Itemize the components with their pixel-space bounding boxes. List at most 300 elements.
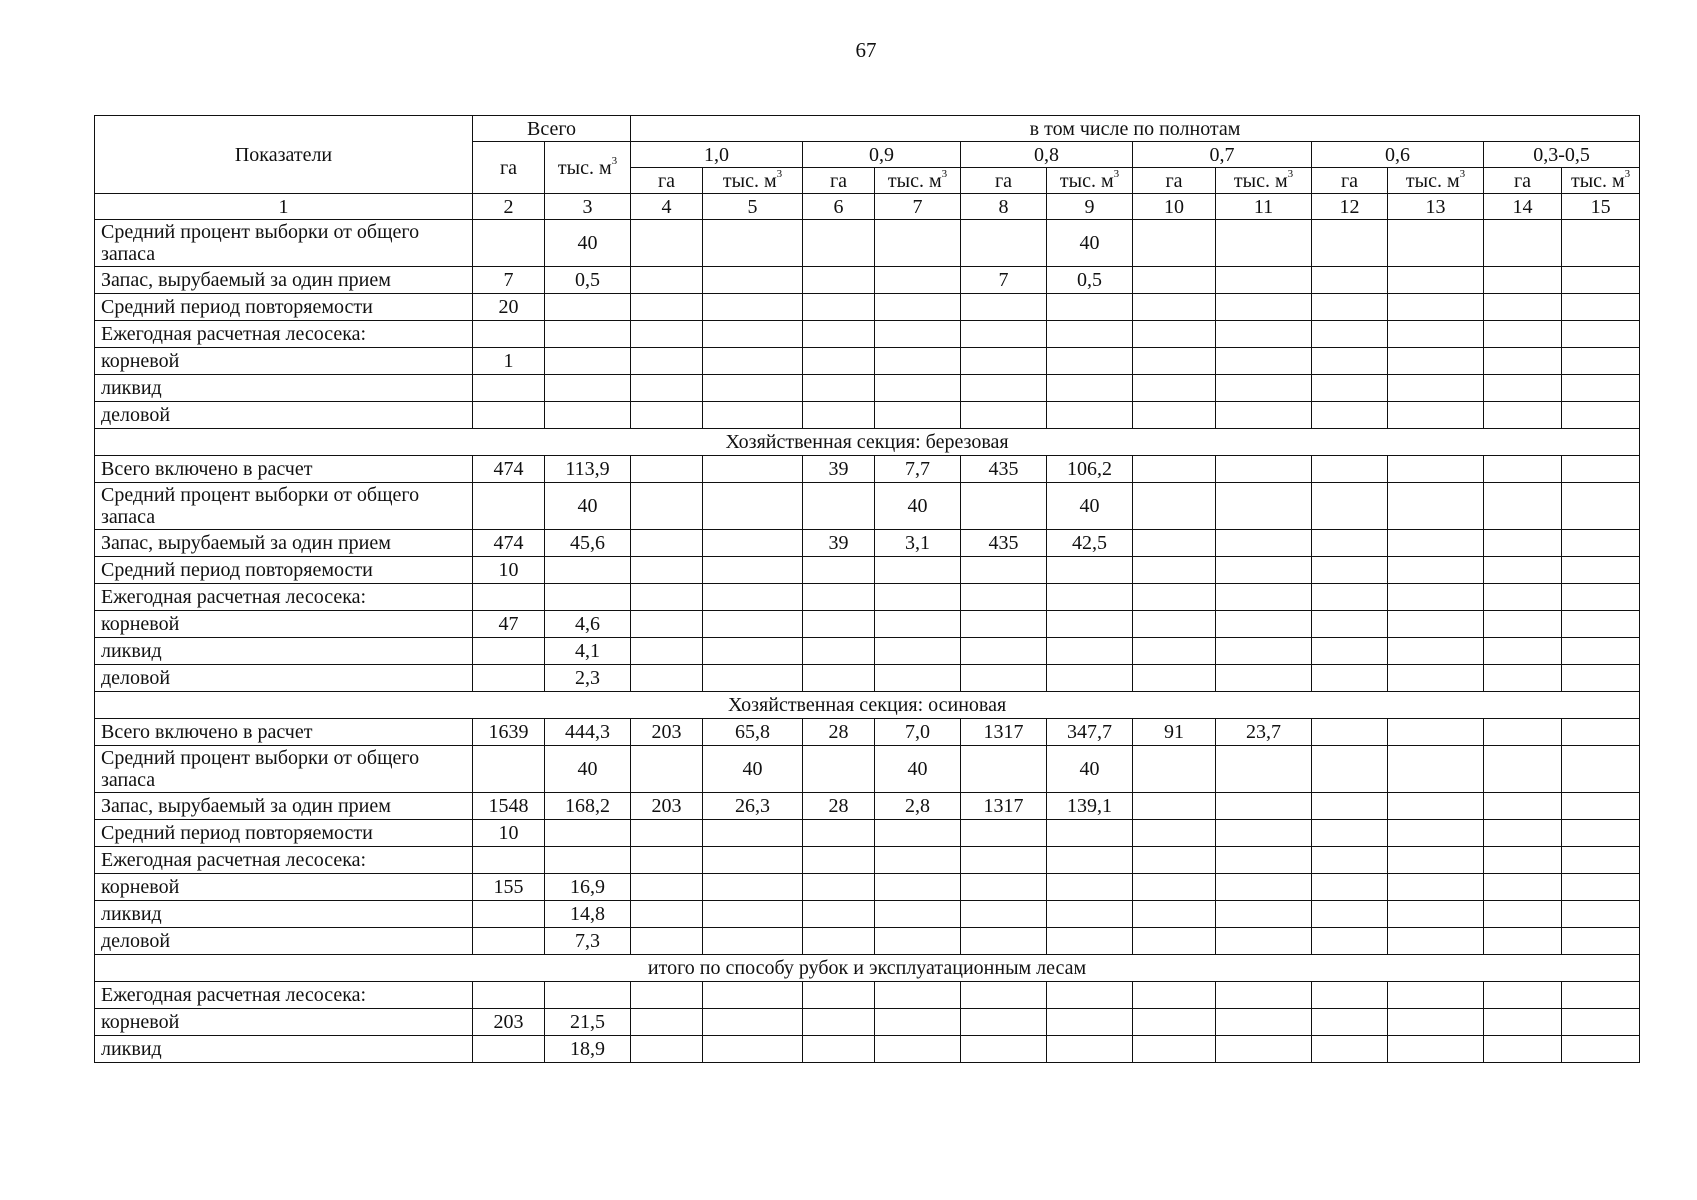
table-cell bbox=[1388, 294, 1484, 321]
header-density-0-7: 0,7 bbox=[1133, 142, 1312, 168]
table-cell bbox=[875, 638, 961, 665]
table-cell bbox=[1388, 746, 1484, 793]
table-cell: 1317 bbox=[961, 793, 1047, 820]
table-cell bbox=[803, 402, 875, 429]
table-row bbox=[95, 321, 1640, 348]
header-unit-volume: тыс. $м^3$ bbox=[1047, 168, 1133, 194]
table-cell: 47 bbox=[473, 611, 545, 638]
table-cell bbox=[703, 638, 803, 665]
table-cell bbox=[1484, 665, 1562, 692]
table-cell bbox=[1484, 1009, 1562, 1036]
table-cell bbox=[961, 847, 1047, 874]
table-cell bbox=[1388, 1009, 1484, 1036]
table-cell bbox=[703, 375, 803, 402]
table-cell bbox=[1133, 1036, 1216, 1063]
table-cell bbox=[803, 928, 875, 955]
table-row bbox=[95, 820, 1640, 847]
table-cell bbox=[803, 557, 875, 584]
table-cell: 40 bbox=[1047, 220, 1133, 267]
table-cell bbox=[1047, 665, 1133, 692]
table-cell: 2,3 bbox=[545, 665, 631, 692]
table-cell bbox=[703, 1009, 803, 1036]
table-cell bbox=[1484, 719, 1562, 746]
table-cell bbox=[1216, 294, 1312, 321]
table-cell bbox=[961, 402, 1047, 429]
column-number: 3 bbox=[545, 194, 631, 220]
table-cell bbox=[1047, 402, 1133, 429]
table-cell bbox=[1562, 557, 1640, 584]
table-cell bbox=[1312, 1036, 1388, 1063]
table-cell bbox=[1047, 847, 1133, 874]
table-cell bbox=[1562, 719, 1640, 746]
table-cell bbox=[703, 483, 803, 530]
table-cell bbox=[1216, 638, 1312, 665]
table-cell bbox=[1388, 321, 1484, 348]
table-cell bbox=[631, 665, 703, 692]
table-cell bbox=[1562, 982, 1640, 1009]
table-cell bbox=[1312, 557, 1388, 584]
table-cell bbox=[1312, 456, 1388, 483]
row-label: ликвид bbox=[95, 638, 473, 665]
table-cell: 2,8 bbox=[875, 793, 961, 820]
table-cell bbox=[1484, 820, 1562, 847]
table-cell bbox=[1133, 348, 1216, 375]
table-cell bbox=[1484, 611, 1562, 638]
table-cell bbox=[1562, 847, 1640, 874]
table-cell bbox=[1562, 220, 1640, 267]
table-cell bbox=[1047, 557, 1133, 584]
table-cell bbox=[1216, 321, 1312, 348]
table-row bbox=[95, 402, 1640, 429]
table-cell bbox=[631, 1036, 703, 1063]
table-cell bbox=[473, 220, 545, 267]
table-cell bbox=[803, 665, 875, 692]
header-total-ha: га bbox=[473, 142, 545, 194]
table-cell bbox=[961, 928, 1047, 955]
table-cell bbox=[1484, 874, 1562, 901]
table-cell bbox=[1562, 1009, 1640, 1036]
table-cell bbox=[1133, 456, 1216, 483]
table-cell bbox=[875, 665, 961, 692]
table-cell bbox=[631, 928, 703, 955]
table-cell bbox=[545, 294, 631, 321]
table-cell bbox=[703, 348, 803, 375]
table-cell bbox=[1388, 928, 1484, 955]
table-cell bbox=[1388, 982, 1484, 1009]
row-label: Средний период повторяемости bbox=[95, 557, 473, 584]
table-cell bbox=[1312, 793, 1388, 820]
header-unit-volume: тыс. $м^3$ bbox=[703, 168, 803, 194]
header-density-0-6: 0,6 bbox=[1312, 142, 1484, 168]
table-cell bbox=[545, 847, 631, 874]
table-cell bbox=[1562, 375, 1640, 402]
table-cell: 16,9 bbox=[545, 874, 631, 901]
table-cell bbox=[803, 321, 875, 348]
table-cell bbox=[1216, 348, 1312, 375]
column-number: 14 bbox=[1484, 194, 1562, 220]
table-cell bbox=[875, 557, 961, 584]
table-cell bbox=[1388, 901, 1484, 928]
header-total-volume: тыс. $м^3$ bbox=[545, 142, 631, 194]
table-cell bbox=[545, 402, 631, 429]
table-cell: 40 bbox=[703, 746, 803, 793]
table-cell bbox=[1388, 220, 1484, 267]
table-cell bbox=[1216, 901, 1312, 928]
table-cell bbox=[1216, 665, 1312, 692]
table-cell bbox=[803, 847, 875, 874]
table-cell bbox=[961, 375, 1047, 402]
table-cell bbox=[703, 611, 803, 638]
header-total: Всего bbox=[473, 116, 631, 142]
table-cell: 4,1 bbox=[545, 638, 631, 665]
table-cell: 40 bbox=[1047, 483, 1133, 530]
column-number: 15 bbox=[1562, 194, 1640, 220]
table-cell bbox=[1216, 928, 1312, 955]
section-title: итого по способу рубок и эксплуатационным лесам bbox=[95, 955, 1640, 982]
table-cell bbox=[961, 746, 1047, 793]
table-cell bbox=[1562, 1036, 1640, 1063]
table-cell bbox=[473, 483, 545, 530]
table-cell bbox=[1484, 928, 1562, 955]
table-cell bbox=[545, 375, 631, 402]
row-label: корневой bbox=[95, 611, 473, 638]
table-cell: 435 bbox=[961, 530, 1047, 557]
table-cell bbox=[961, 665, 1047, 692]
table-cell: 3,1 bbox=[875, 530, 961, 557]
table-cell bbox=[1133, 638, 1216, 665]
table-cell bbox=[1312, 1009, 1388, 1036]
table-cell bbox=[1047, 348, 1133, 375]
table-cell: 40 bbox=[1047, 746, 1133, 793]
table-cell bbox=[803, 611, 875, 638]
table-cell bbox=[631, 483, 703, 530]
table-cell bbox=[961, 1036, 1047, 1063]
table-cell bbox=[631, 220, 703, 267]
table-cell bbox=[545, 982, 631, 1009]
table-cell bbox=[961, 982, 1047, 1009]
table-cell bbox=[1216, 267, 1312, 294]
table-cell bbox=[473, 928, 545, 955]
table-cell: 40 bbox=[545, 220, 631, 267]
table-header bbox=[95, 116, 1640, 220]
table-cell bbox=[803, 1009, 875, 1036]
felling-table bbox=[94, 115, 1640, 1063]
table-cell bbox=[631, 874, 703, 901]
row-label: Ежегодная расчетная лесосека: bbox=[95, 847, 473, 874]
table-cell bbox=[1047, 294, 1133, 321]
table-row bbox=[95, 375, 1640, 402]
table-cell bbox=[703, 820, 803, 847]
table-cell bbox=[1388, 267, 1484, 294]
table-row bbox=[95, 483, 1640, 530]
table-cell bbox=[631, 456, 703, 483]
table-cell bbox=[1133, 294, 1216, 321]
row-label: корневой bbox=[95, 348, 473, 375]
table-cell bbox=[803, 982, 875, 1009]
table-cell bbox=[875, 820, 961, 847]
table-cell bbox=[1047, 611, 1133, 638]
row-label: Запас, вырубаемый за один прием bbox=[95, 530, 473, 557]
table-cell bbox=[473, 746, 545, 793]
table-cell bbox=[1484, 321, 1562, 348]
table-cell bbox=[631, 321, 703, 348]
table-cell bbox=[1133, 982, 1216, 1009]
table-cell bbox=[703, 220, 803, 267]
table-cell bbox=[1133, 402, 1216, 429]
table-cell bbox=[1216, 611, 1312, 638]
table-cell: 1317 bbox=[961, 719, 1047, 746]
table-cell bbox=[703, 901, 803, 928]
table-row bbox=[95, 584, 1640, 611]
table-cell bbox=[1312, 483, 1388, 530]
table-cell bbox=[631, 1009, 703, 1036]
table-cell bbox=[803, 375, 875, 402]
table-cell bbox=[1562, 665, 1640, 692]
table-cell bbox=[1133, 928, 1216, 955]
table-cell bbox=[1133, 611, 1216, 638]
table-cell bbox=[1388, 483, 1484, 530]
table-cell bbox=[1312, 982, 1388, 1009]
table-cell bbox=[1133, 584, 1216, 611]
table-cell bbox=[1216, 874, 1312, 901]
table-cell bbox=[1388, 557, 1484, 584]
table-cell bbox=[703, 557, 803, 584]
table-cell bbox=[1484, 584, 1562, 611]
table-cell: 435 bbox=[961, 456, 1047, 483]
table-cell bbox=[1484, 483, 1562, 530]
table-row bbox=[95, 1036, 1640, 1063]
row-label: Всего включено в расчет bbox=[95, 719, 473, 746]
header-unit-volume: тыс. $м^3$ bbox=[1216, 168, 1312, 194]
table-cell bbox=[1216, 820, 1312, 847]
column-number: 8 bbox=[961, 194, 1047, 220]
table-cell bbox=[803, 638, 875, 665]
table-cell bbox=[1562, 267, 1640, 294]
table-cell bbox=[703, 456, 803, 483]
table-cell bbox=[1312, 847, 1388, 874]
table-cell bbox=[1312, 530, 1388, 557]
table-cell bbox=[875, 584, 961, 611]
table-cell bbox=[1484, 375, 1562, 402]
table-cell bbox=[1388, 793, 1484, 820]
row-label: Средний процент выборки от общего запаса bbox=[95, 220, 473, 267]
table-cell bbox=[1216, 746, 1312, 793]
table-cell bbox=[1562, 611, 1640, 638]
table-cell bbox=[1562, 402, 1640, 429]
table-cell bbox=[1312, 584, 1388, 611]
table-cell bbox=[1562, 483, 1640, 530]
table-cell bbox=[875, 1036, 961, 1063]
table-cell bbox=[473, 1036, 545, 1063]
table-cell bbox=[961, 294, 1047, 321]
table-cell bbox=[1047, 982, 1133, 1009]
table-cell bbox=[1133, 321, 1216, 348]
table-cell bbox=[1216, 483, 1312, 530]
column-number: 9 bbox=[1047, 194, 1133, 220]
table-cell bbox=[1216, 557, 1312, 584]
table-cell bbox=[631, 530, 703, 557]
row-label: корневой bbox=[95, 874, 473, 901]
table-cell bbox=[1562, 584, 1640, 611]
table-cell bbox=[875, 321, 961, 348]
table-cell: 106,2 bbox=[1047, 456, 1133, 483]
table-cell: 4,6 bbox=[545, 611, 631, 638]
table-cell bbox=[1484, 793, 1562, 820]
row-label: ликвид bbox=[95, 901, 473, 928]
table-cell bbox=[961, 220, 1047, 267]
table-cell bbox=[1388, 402, 1484, 429]
table-cell: 40 bbox=[875, 483, 961, 530]
table-row bbox=[95, 928, 1640, 955]
table-cell bbox=[1133, 375, 1216, 402]
header-indicators: Показатели bbox=[95, 116, 473, 194]
table-row bbox=[95, 294, 1640, 321]
table-cell: 7,0 bbox=[875, 719, 961, 746]
table-cell bbox=[1562, 530, 1640, 557]
table-cell: 21,5 bbox=[545, 1009, 631, 1036]
table-cell bbox=[1388, 1036, 1484, 1063]
table-cell: 14,8 bbox=[545, 901, 631, 928]
table-cell: 203 bbox=[631, 719, 703, 746]
table-row bbox=[95, 348, 1640, 375]
table-row bbox=[95, 1009, 1640, 1036]
table-cell bbox=[631, 402, 703, 429]
table-cell bbox=[1047, 901, 1133, 928]
table-cell bbox=[1047, 874, 1133, 901]
table-cell bbox=[803, 584, 875, 611]
row-label: Средний период повторяемости bbox=[95, 820, 473, 847]
row-label: деловой bbox=[95, 665, 473, 692]
table-cell: 10 bbox=[473, 820, 545, 847]
table-cell bbox=[473, 584, 545, 611]
table-cell bbox=[1388, 584, 1484, 611]
header-density-1-0: 1,0 bbox=[631, 142, 803, 168]
table-cell bbox=[1484, 901, 1562, 928]
table-row bbox=[95, 638, 1640, 665]
table-cell: 23,7 bbox=[1216, 719, 1312, 746]
table-cell bbox=[1312, 928, 1388, 955]
table-cell bbox=[875, 847, 961, 874]
table-cell bbox=[875, 348, 961, 375]
row-label: корневой bbox=[95, 1009, 473, 1036]
table-cell bbox=[1484, 456, 1562, 483]
table-cell: 1 bbox=[473, 348, 545, 375]
table-cell bbox=[1216, 530, 1312, 557]
table-cell: 7,7 bbox=[875, 456, 961, 483]
table-cell bbox=[473, 321, 545, 348]
table-cell bbox=[473, 375, 545, 402]
table-cell bbox=[803, 483, 875, 530]
table-cell bbox=[1484, 294, 1562, 321]
table-cell: 20 bbox=[473, 294, 545, 321]
table-cell bbox=[1216, 847, 1312, 874]
table-cell bbox=[631, 611, 703, 638]
header-unit-ha: га bbox=[1312, 168, 1388, 194]
page-number: 67 bbox=[855, 38, 877, 62]
table-cell bbox=[875, 220, 961, 267]
header-unit-volume: тыс. $м^3$ bbox=[1562, 168, 1640, 194]
table-cell bbox=[703, 1036, 803, 1063]
table-cell bbox=[1312, 321, 1388, 348]
table-cell bbox=[703, 294, 803, 321]
table-cell bbox=[1388, 847, 1484, 874]
table-cell bbox=[1562, 901, 1640, 928]
section-row bbox=[95, 955, 1640, 982]
row-label: деловой bbox=[95, 402, 473, 429]
table-row bbox=[95, 982, 1640, 1009]
row-label: Всего включено в расчет bbox=[95, 456, 473, 483]
table-cell: 28 bbox=[803, 793, 875, 820]
table-cell bbox=[803, 874, 875, 901]
table-row bbox=[95, 220, 1640, 267]
table-row bbox=[95, 611, 1640, 638]
section-row bbox=[95, 429, 1640, 456]
header-unit-ha: га bbox=[961, 168, 1047, 194]
table-cell bbox=[1388, 375, 1484, 402]
row-label: деловой bbox=[95, 928, 473, 955]
table-cell bbox=[1133, 483, 1216, 530]
table-cell bbox=[631, 294, 703, 321]
table-cell bbox=[631, 375, 703, 402]
header-unit-ha: га bbox=[631, 168, 703, 194]
table-cell bbox=[631, 901, 703, 928]
table-row bbox=[95, 665, 1640, 692]
table-cell bbox=[1312, 348, 1388, 375]
table-cell bbox=[703, 267, 803, 294]
table-cell: 39 bbox=[803, 530, 875, 557]
header-unit-ha: га bbox=[803, 168, 875, 194]
table-cell bbox=[1484, 847, 1562, 874]
table-cell: 139,1 bbox=[1047, 793, 1133, 820]
table-cell: 28 bbox=[803, 719, 875, 746]
row-label: ликвид bbox=[95, 375, 473, 402]
table-cell bbox=[703, 665, 803, 692]
table-cell bbox=[1484, 982, 1562, 1009]
table-cell bbox=[875, 982, 961, 1009]
table-cell bbox=[1047, 321, 1133, 348]
column-number: 1 bbox=[95, 194, 473, 220]
table-cell bbox=[631, 847, 703, 874]
table-cell: 1548 bbox=[473, 793, 545, 820]
table-cell bbox=[1133, 1009, 1216, 1036]
table-cell bbox=[703, 530, 803, 557]
table-cell bbox=[703, 584, 803, 611]
table-cell bbox=[1484, 638, 1562, 665]
table-cell: 42,5 bbox=[1047, 530, 1133, 557]
table-cell bbox=[1312, 719, 1388, 746]
table-cell: 203 bbox=[631, 793, 703, 820]
table-cell bbox=[961, 638, 1047, 665]
table-cell bbox=[1216, 982, 1312, 1009]
table-row bbox=[95, 874, 1640, 901]
header-density-0-3-0-5: 0,3-0,5 bbox=[1484, 142, 1640, 168]
table-cell bbox=[703, 847, 803, 874]
table-cell bbox=[545, 348, 631, 375]
table-cell bbox=[1562, 746, 1640, 793]
table-cell bbox=[1047, 584, 1133, 611]
table-cell: 26,3 bbox=[703, 793, 803, 820]
table-cell bbox=[1133, 746, 1216, 793]
table-cell bbox=[473, 638, 545, 665]
table-cell bbox=[961, 321, 1047, 348]
table-cell: 347,7 bbox=[1047, 719, 1133, 746]
table-cell bbox=[1562, 874, 1640, 901]
table-cell bbox=[1312, 375, 1388, 402]
row-label: ликвид bbox=[95, 1036, 473, 1063]
table-cell bbox=[1562, 348, 1640, 375]
table-cell bbox=[803, 820, 875, 847]
table-cell bbox=[703, 928, 803, 955]
